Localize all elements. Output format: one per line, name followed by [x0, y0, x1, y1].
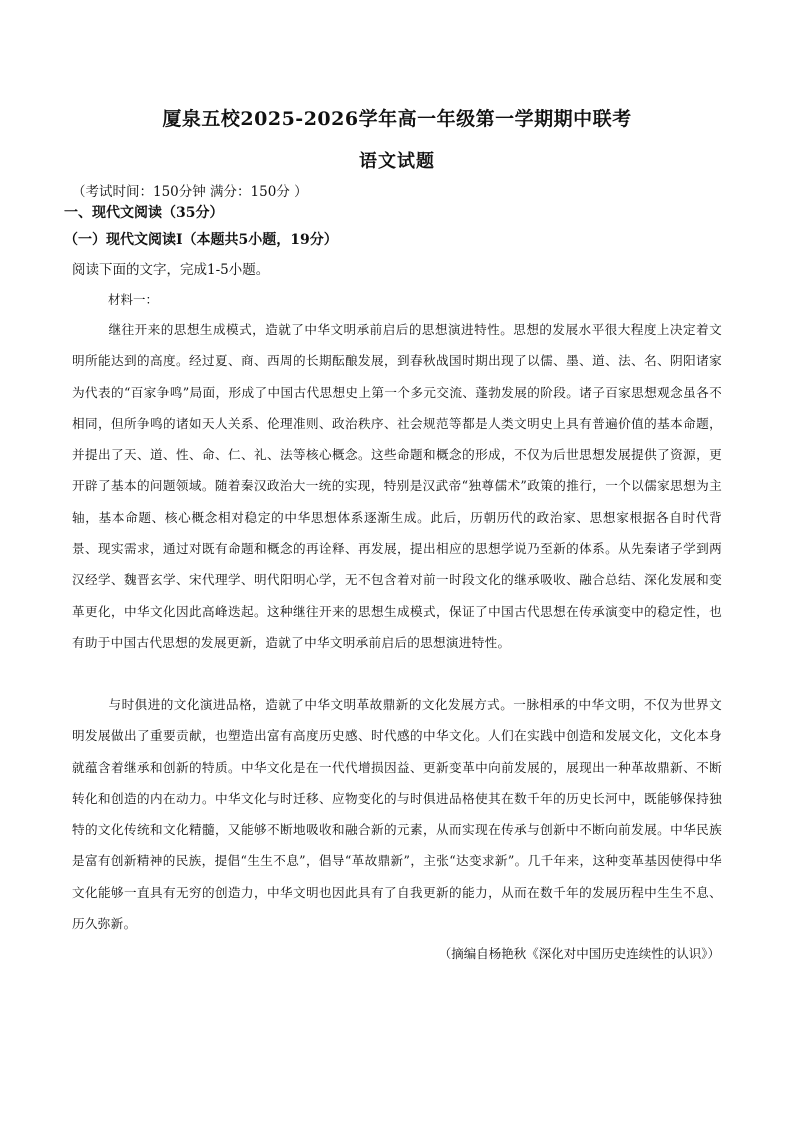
section-heading: 一、现代文阅读（35分） [64, 205, 224, 221]
material-label: 材料一： [108, 292, 159, 307]
exam-subtitle: 语文试题 [359, 151, 435, 172]
body-paragraph-2: 与时俱进的文化演进品格，造就了中华文明革故鼎新的文化发展方式。一脉相承的中华文明，不仅为世界文明发展做出了重要贡献，也塑造出富有高度历史感、时代感的中华文化。人们在实践中创造和发展文化，文化本身就蕴含着继承和创新的特质。中华文化是在一代代增损因益、更新变革中向前发展的，展现出一种革故鼎新、不断转化和创造的内在动力。中华文化与时迁移、应物变化的与时俱进品格使其在数千年的历史长河中，既能够保持独特的文化传统和文化精髓，又能够不断地吸收和融合新的元素，从而实现在传承与创新中不断向前发展。中华民族是富有创新精神的民族，提倡“生生不息”，倡导“革故鼎新”，主张“达变求新”。几千年来，这种变革基因使得中华文化能够一直具有无穷的创造力，中华文明也因此具有了自我更新的能力，从而在数千年的发展历程中生生不息、历久弥新。 [72, 697, 722, 932]
sub-section-heading: （一）现代文阅读Ⅰ（本题共5小题，19分） [64, 232, 338, 248]
reading-instruction: 阅读下面的文字，完成1-5小题。 [72, 262, 270, 278]
exam-title: 厦泉五校2025-2026学年高一年级第一学期期中联考 [162, 108, 632, 130]
exam-info: （考试时间：150分钟 满分：150分 ） [72, 184, 308, 200]
body-paragraph-1: 继往开来的思想生成模式，造就了中华文明承前启后的思想演进特性。思想的发展水平很大程度上决定着文明所能达到的高度。经过夏、商、西周的长期酝酿发展，到春秋战国时期出现了以儒、墨、道、法、名、阴阳诸家为代表的“百家争鸣”局面，形成了中国古代思想史上第一个多元交流、蓬勃发展的阶段。诸子百家思想观念虽各不相同，但所争鸣的诸如天人关系、伦理准则、政治秩序、社会规范等都是人类文明史上具有普遍价值的基本命题，并提出了天、道、性、命、仁、礼、法等核心概念。这些命题和概念的形成，不仅为后世思想发展提供了资源，更开辟了基本的问题领域。随着秦汉政治大一统的实现，特别是汉武帝“独尊儒术”政策的推行，一个以儒家思想为主轴，基本命题、核心概念相对稳定的中华思想体系逐渐生成。此后，历朝历代的政治家、思想家根据各自时代背景、现实需求，通过对既有命题和概念的再诠释、再发展，提出相应的思想学说乃至新的体系。从先秦诸子学到两汉经学、魏晋玄学、宋代理学、明代阳明心学，无不包含着对前一时段文化的继承吸收、融合总结、深化发展和变革更化，中华文化因此高峰迭起。这种继往开来的思想生成模式，保证了中国古代思想在传承演变中的稳定性，也有助于中国古代思想的发展更新，造就了中华文明承前启后的思想演进特性。 [72, 322, 722, 650]
source-citation: （摘编自杨艳秋《深化对中国历史连续性的认识》） [438, 946, 720, 961]
